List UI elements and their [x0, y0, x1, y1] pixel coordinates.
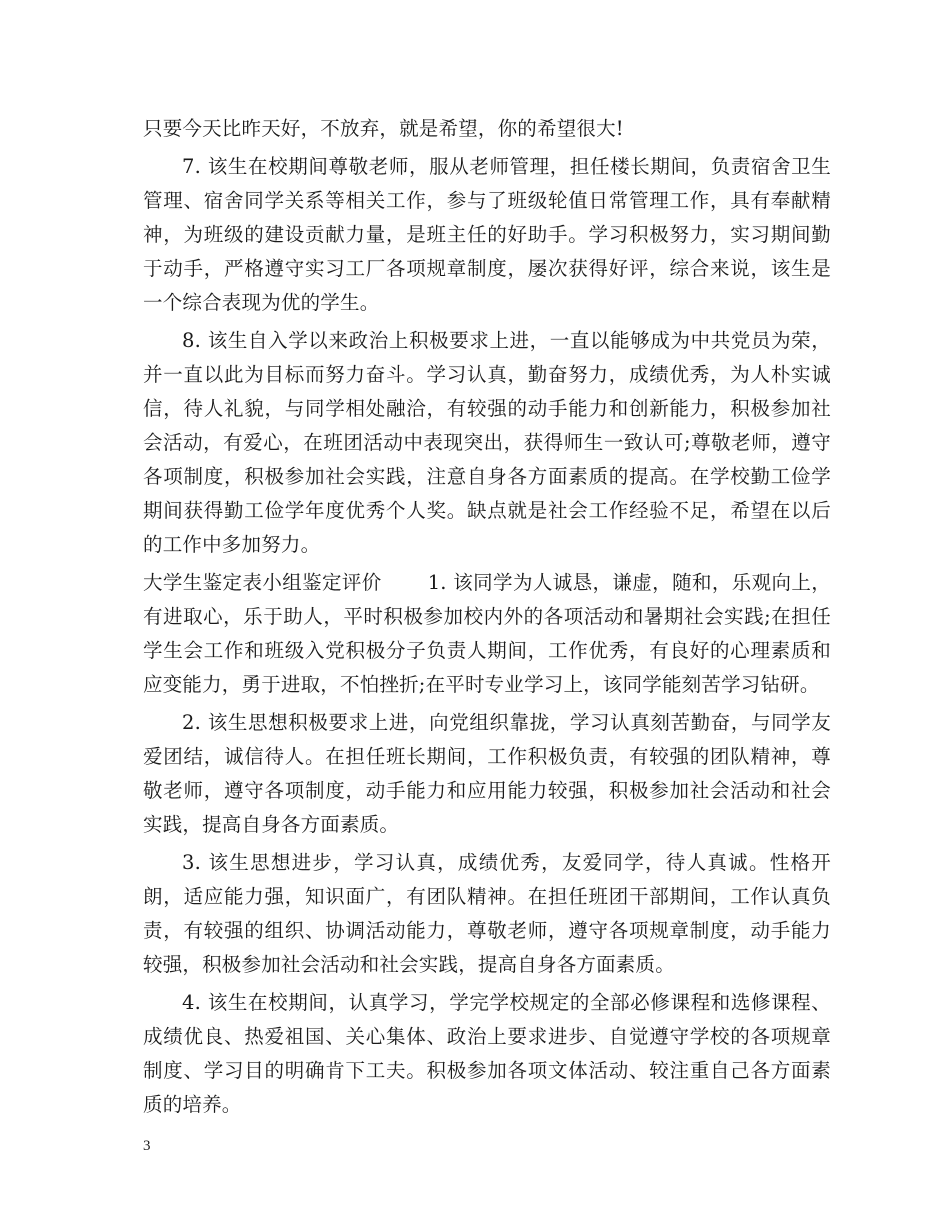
- paragraph-text: 8. 该生自入学以来政治上积极要求上进，一直以能够成为中共党员为荣，并一直以此为目标而努力奋斗。学习认真，勤奋努力，成绩优秀，为人朴实诚信，待人礼貌，与同学相处融洽，有较强的动手能力和创新能力，积极参加社会活动，有爱心，在班团活动中表现突出，获得师生一致认可;尊敬老师，遵守各项制度，积极参加社会实践，注意自身各方面素质的提高。在学校勤工俭学期间获得勤工俭学年度优秀个人奖。缺点就是社会工作经验不足，希望在以后的工作中多加努力。: [143, 329, 831, 556]
- document-body: [143, 112, 831, 1126]
- paragraph-text: 7. 该生在校期间尊敬老师，服从老师管理，担任楼长期间，负责宿舍卫生管理、宿舍同学关系等相关工作，参与了班级轮值日常管理工作，具有奉献精神，为班级的建设贡献力量，是班主任的好助手。学习积极努力，实习期间勤于动手，严格遵守实习工厂各项规章制度，屡次获得好评，综合来说，该生是一个综合表现为优的学生。: [143, 155, 831, 314]
- paragraph-text: 2. 该生思想积极要求上进，向党组织靠拢，学习认真刻苦勤奋，与同学友爱团结，诚信待人。在担任班长期间，工作积极负责，有较强的团队精神，尊敬老师，遵守各项制度，动手能力和应用能力较强，积极参加社会活动和社会实践，提高自身各方面素质。: [143, 711, 831, 836]
- paragraph-section-heading-item-1: [143, 566, 831, 702]
- paragraph-text: 只要今天比昨天好，不放弃，就是希望，你的希望很大!: [143, 117, 624, 140]
- paragraph-item-2: [143, 706, 831, 842]
- paragraph-item-7: [143, 150, 831, 320]
- paragraph-continuation: [143, 112, 831, 146]
- paragraph-text: 1. 该同学为人诚恳，谦虚，随和，乐观向上，有进取心，乐于助人，平时积极参加校内外的各项活动和暑期社会实践;在担任学生会工作和班级入党积极分子负责人期间，工作优秀，有良好的心理素质和应变能力，勇于进取，不怕挫折;在平时专业学习上，该同学能刻苦学习钻研。: [143, 571, 831, 696]
- paragraph-item-3: [143, 846, 831, 982]
- paragraph-text: 4. 该生在校期间，认真学习，学完学校规定的全部必修课程和选修课程、成绩优良、热爱祖国、关心集体、政治上要求进步、自觉遵守学校的各项规章制度、学习目的明确肯下工夫。积极参加各项文体活动、较注重自己各方面素质的培养。: [143, 991, 831, 1116]
- paragraph-item-4: [143, 986, 831, 1122]
- section-heading: 大学生鉴定表小组鉴定评价: [143, 571, 382, 594]
- page-number: 3: [143, 1138, 151, 1154]
- paragraph-item-8: [143, 324, 831, 562]
- paragraph-text: 3. 该生思想进步，学习认真，成绩优秀，友爱同学，待人真诚。性格开朗，适应能力强，知识面广，有团队精神。在担任班团干部期间，工作认真负责，有较强的组织、协调活动能力，尊敬老师，遵守各项规章制度，动手能力较强，积极参加社会活动和社会实践，提高自身各方面素质。: [143, 851, 831, 976]
